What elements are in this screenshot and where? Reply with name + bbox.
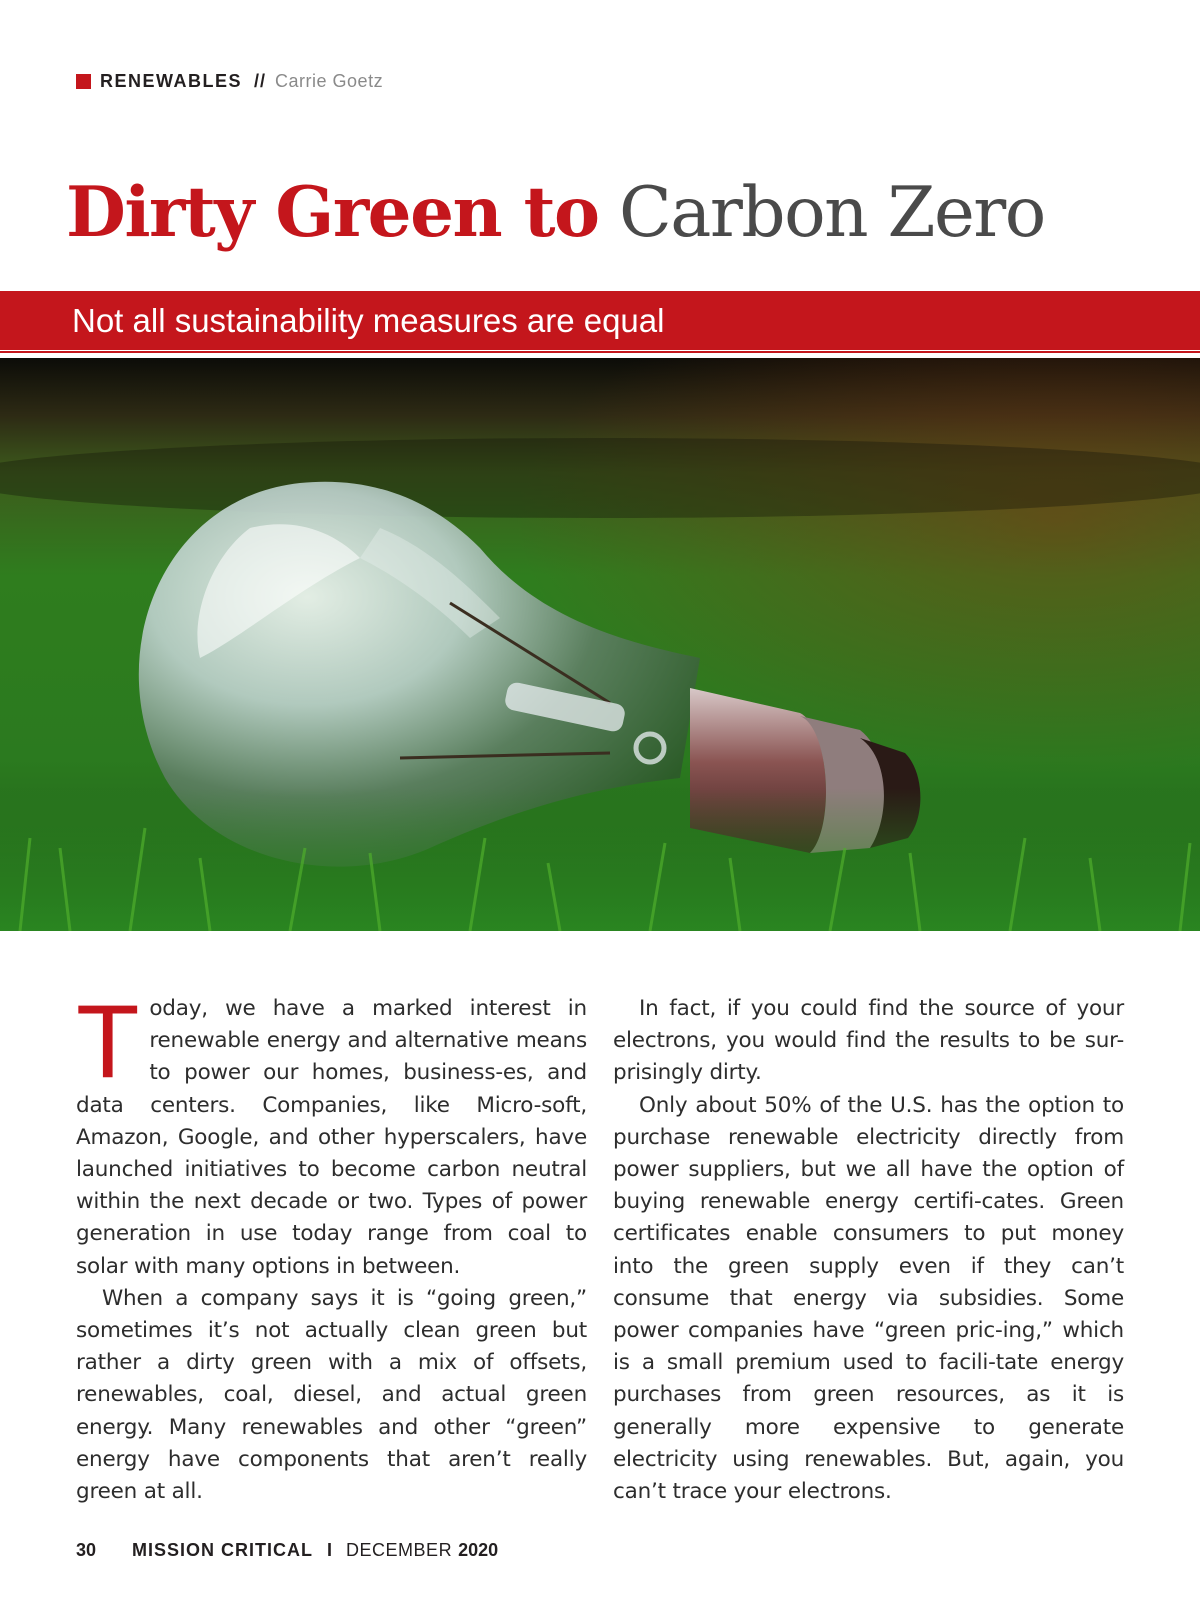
- magazine-name: MISSION CRITICAL: [132, 1540, 314, 1560]
- section-kicker: [76, 71, 383, 92]
- article-paragraph-2: When a company says it is “going green,” sometimes it’s not actually clean green but rather a dirty green with a mix of offsets, renewables, coal, diesel, and actual green energy. Many renewables and other “green” energy have components that aren’t really green at all.: [76, 1285, 587, 1505]
- section-label: RENEWABLES: [100, 71, 243, 91]
- kicker-separator: //: [254, 71, 267, 91]
- page-number: 30: [76, 1540, 97, 1560]
- red-square-icon: [76, 74, 91, 89]
- deck-rule: [0, 351, 1200, 353]
- deck-band: [0, 291, 1200, 350]
- article-paragraph-1: [76, 984, 587, 1283]
- drop-cap: T: [76, 984, 140, 1100]
- article-deck: Not all sustainability measures are equal: [72, 301, 665, 339]
- issue-year: 2020: [458, 1540, 499, 1560]
- lightbulb-on-grass-photo: [0, 358, 1200, 931]
- headline-part-gray: Carbon Zero: [619, 173, 1045, 253]
- article-paragraph-3: In fact, if you could find the source of your electrons, you would find the results to be sur-prisingly dirty.: [613, 996, 1124, 1086]
- article-column-left: [76, 984, 587, 1508]
- headline-part-red: Dirty Green to: [66, 172, 599, 253]
- issue-month: DECEMBER: [346, 1540, 453, 1560]
- article-column-right: [613, 993, 1124, 1508]
- footer-separator: I: [327, 1540, 333, 1560]
- page-footer: [76, 1540, 498, 1561]
- paragraph-1-text: oday, we have a marked interest in renewable energy and alternative means to power our homes, business-es, and data centers. Companies, like Micro-soft, Amazon, Google, and other hyperscalers, have launched initiatives to become carbon neutral within the next decade or two. Types of power generation in use today range from coal to solar with many options in between.: [76, 996, 587, 1279]
- article-paragraph-4: Only about 50% of the U.S. has the option to purchase renewable electricity directly from power suppliers, but we all have the option of buying renewable energy certifi-cates. Green certificates enable consumers to put money into the green supply even if they can’t consume that energy via subsidies. Some power companies have “green pric-ing,” which is a small premium used to facili-tate energy purchases from green resources, as it is generally more expensive to generate electricity using renewables. But, again, you can’t trace your electrons.: [613, 1092, 1124, 1505]
- author-byline: Carrie Goetz: [275, 71, 384, 91]
- article-headline: [66, 172, 1045, 253]
